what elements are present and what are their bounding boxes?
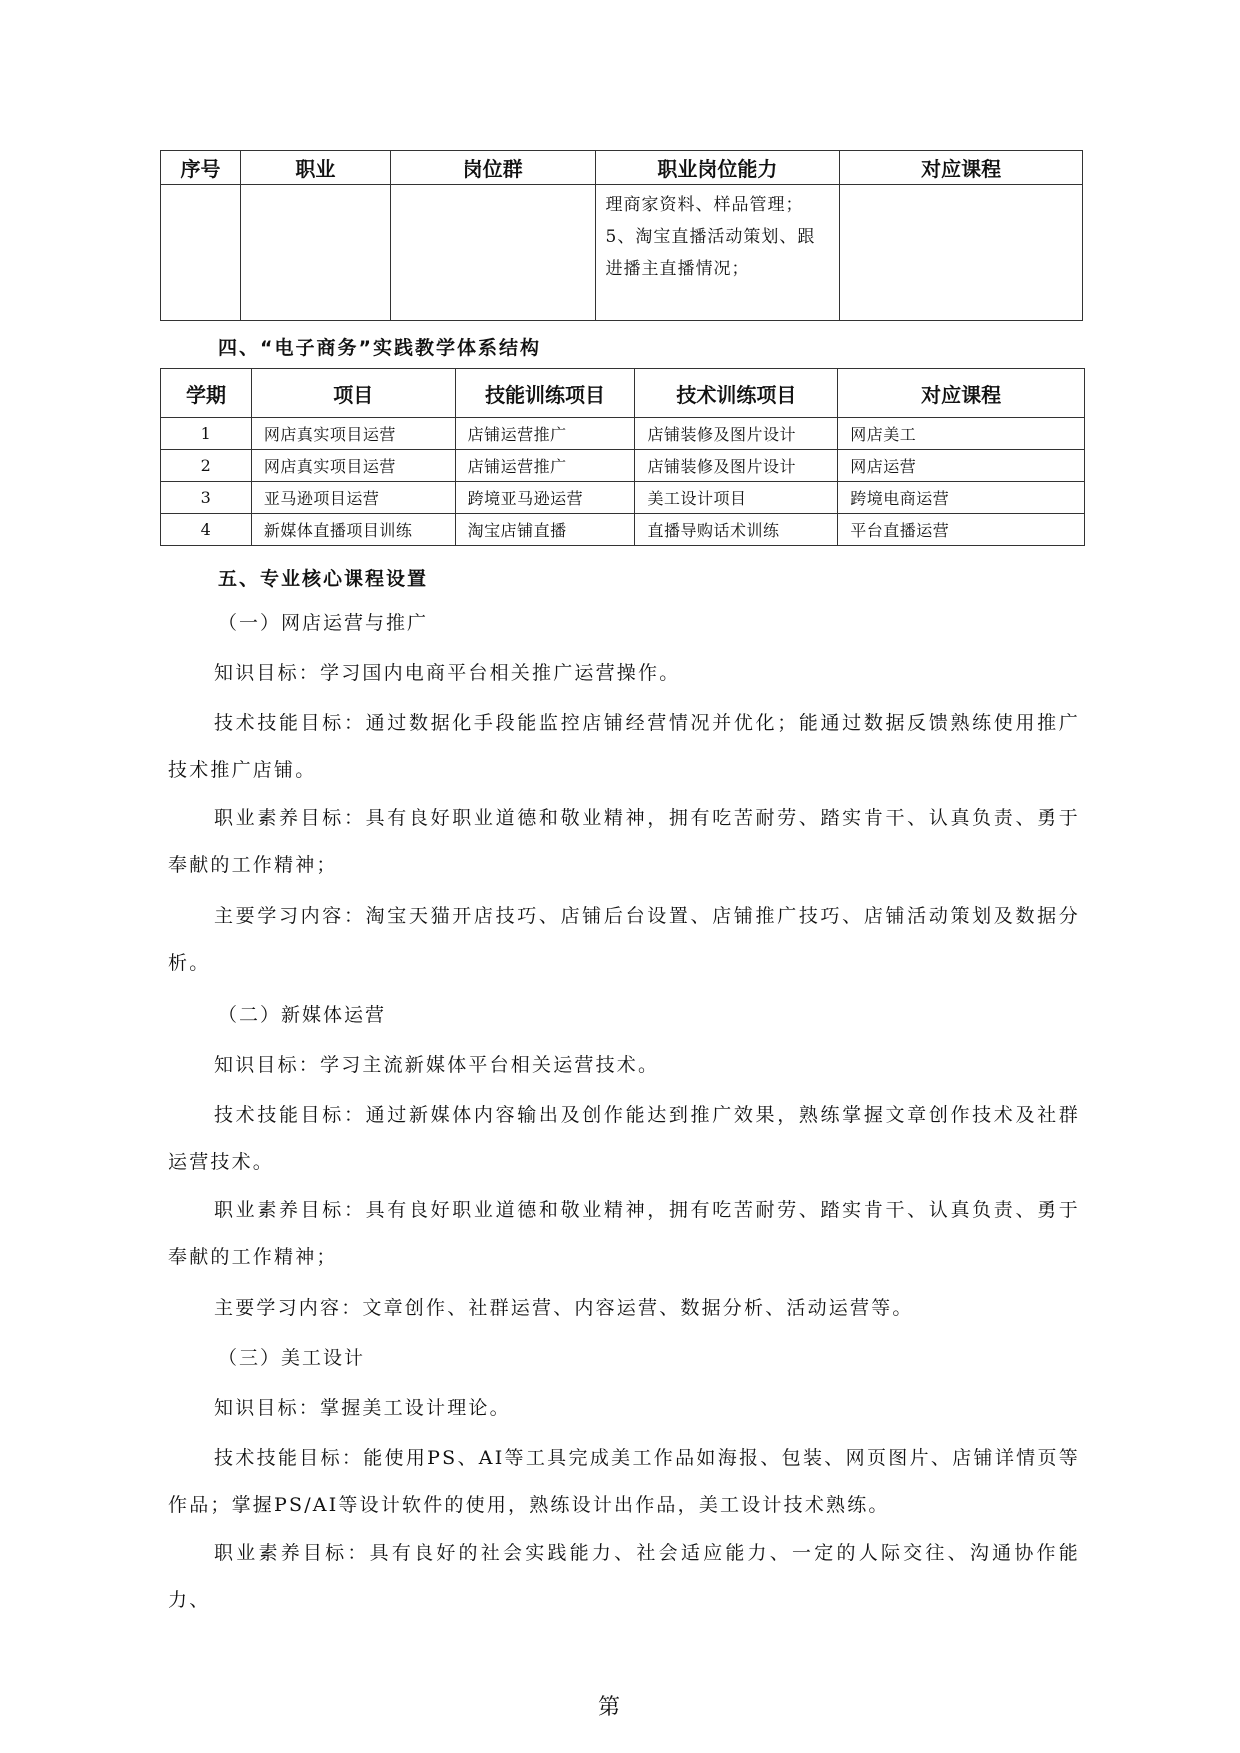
table-cell: 4 [161,514,252,546]
table-cell: 直播导购话术训练 [635,514,838,546]
header-cell: 技能训练项目 [455,369,635,418]
occupation-table [160,150,1083,321]
table-row [161,482,1085,514]
skill-goal: 技术技能目标：通过数据化手段能监控店铺经营情况并优化；能通过数据反馈熟练使用推广技术推广店铺。 [168,712,1080,781]
table-cell [840,185,1083,321]
header-cell: 序号 [161,151,241,185]
header-cell: 项目 [251,369,455,418]
header-cell: 岗位群 [390,151,595,185]
course-title: （二）新媒体运营 [218,1004,387,1026]
table-cell: 2 [161,450,252,482]
table-cell: 店铺装修及图片设计 [635,418,838,450]
ability-line: 5、淘宝直播活动策划、跟 [605,227,816,247]
table-cell: 3 [161,482,252,514]
ability-line: 进播主直播情况； [605,259,750,279]
knowledge-goal: 知识目标：掌握美工设计理论。 [214,1397,511,1419]
table-cell: 平台直播运营 [838,514,1085,546]
header-cell: 职业 [240,151,390,185]
section-heading: 四、“电子商务”实践教学体系结构 [218,337,541,359]
table-cell: 店铺运营推广 [455,450,635,482]
skill-goal: 技术技能目标：能使用PS、AI等工具完成美工作品如海报、包装、网页图片、店铺详情页等作品；掌握PS/AI等设计软件的使用，熟练设计出作品，美工设计技术熟练。 [168,1447,1080,1516]
header-cell: 对应课程 [840,151,1083,185]
section-heading: 五、专业核心课程设置 [218,568,429,590]
page-footer: 第 [598,1695,621,1720]
study-content: 主要学习内容：淘宝天猫开店技巧、店铺后台设置、店铺推广技巧、店铺活动策划及数据分析。 [168,905,1080,974]
study-content: 主要学习内容：文章创作、社群运营、内容运营、数据分析、活动运营等。 [214,1297,914,1319]
table-row [161,514,1085,546]
table-cell: 店铺运营推广 [455,418,635,450]
table-cell: 美工设计项目 [635,482,838,514]
table-cell: 跨境电商运营 [838,482,1085,514]
quality-goal: 职业素养目标：具有良好职业道德和敬业精神，拥有吃苦耐劳、踏实肯干、认真负责、勇于奉献的工作精神； [168,1199,1080,1268]
quality-goal: 职业素养目标：具有良好的社会实践能力、社会适应能力、一定的人际交往、沟通协作能力、 [168,1542,1080,1611]
ability-cell [595,185,840,321]
header-cell: 技术训练项目 [635,369,838,418]
course-title: （三）美工设计 [218,1347,366,1369]
table-cell: 网店真实项目运营 [251,418,455,450]
table-cell [240,185,390,321]
skill-goal: 技术技能目标：通过新媒体内容输出及创作能达到推广效果，熟练掌握文章创作技术及社群运营技术。 [168,1104,1080,1173]
knowledge-goal: 知识目标：学习国内电商平台相关推广运营操作。 [214,662,681,684]
table-cell: 亚马逊项目运营 [251,482,455,514]
quality-goal: 职业素养目标：具有良好职业道德和敬业精神，拥有吃苦耐劳、踏实肯干、认真负责、勇于奉献的工作精神； [168,807,1080,876]
table-cell: 店铺装修及图片设计 [635,450,838,482]
header-cell: 学期 [161,369,252,418]
table-cell: 网店真实项目运营 [251,450,455,482]
table-header-row [161,369,1085,418]
knowledge-goal: 知识目标：学习主流新媒体平台相关运营技术。 [214,1054,660,1076]
table-cell [390,185,595,321]
table-header-row [161,151,1083,185]
ability-line: 理商家资料、样品管理； [605,195,804,215]
table-cell: 1 [161,418,252,450]
table-cell: 新媒体直播项目训练 [251,514,455,546]
table-cell: 跨境亚马逊运营 [455,482,635,514]
practice-table [160,368,1085,546]
course-title: （一）网店运营与推广 [218,612,429,634]
header-cell: 对应课程 [838,369,1085,418]
table-row [161,185,1083,321]
header-cell: 职业岗位能力 [595,151,840,185]
table-row [161,450,1085,482]
table-cell: 网店美工 [838,418,1085,450]
table-cell: 网店运营 [838,450,1085,482]
table-cell [161,185,241,321]
table-cell: 淘宝店铺直播 [455,514,635,546]
table-row [161,418,1085,450]
